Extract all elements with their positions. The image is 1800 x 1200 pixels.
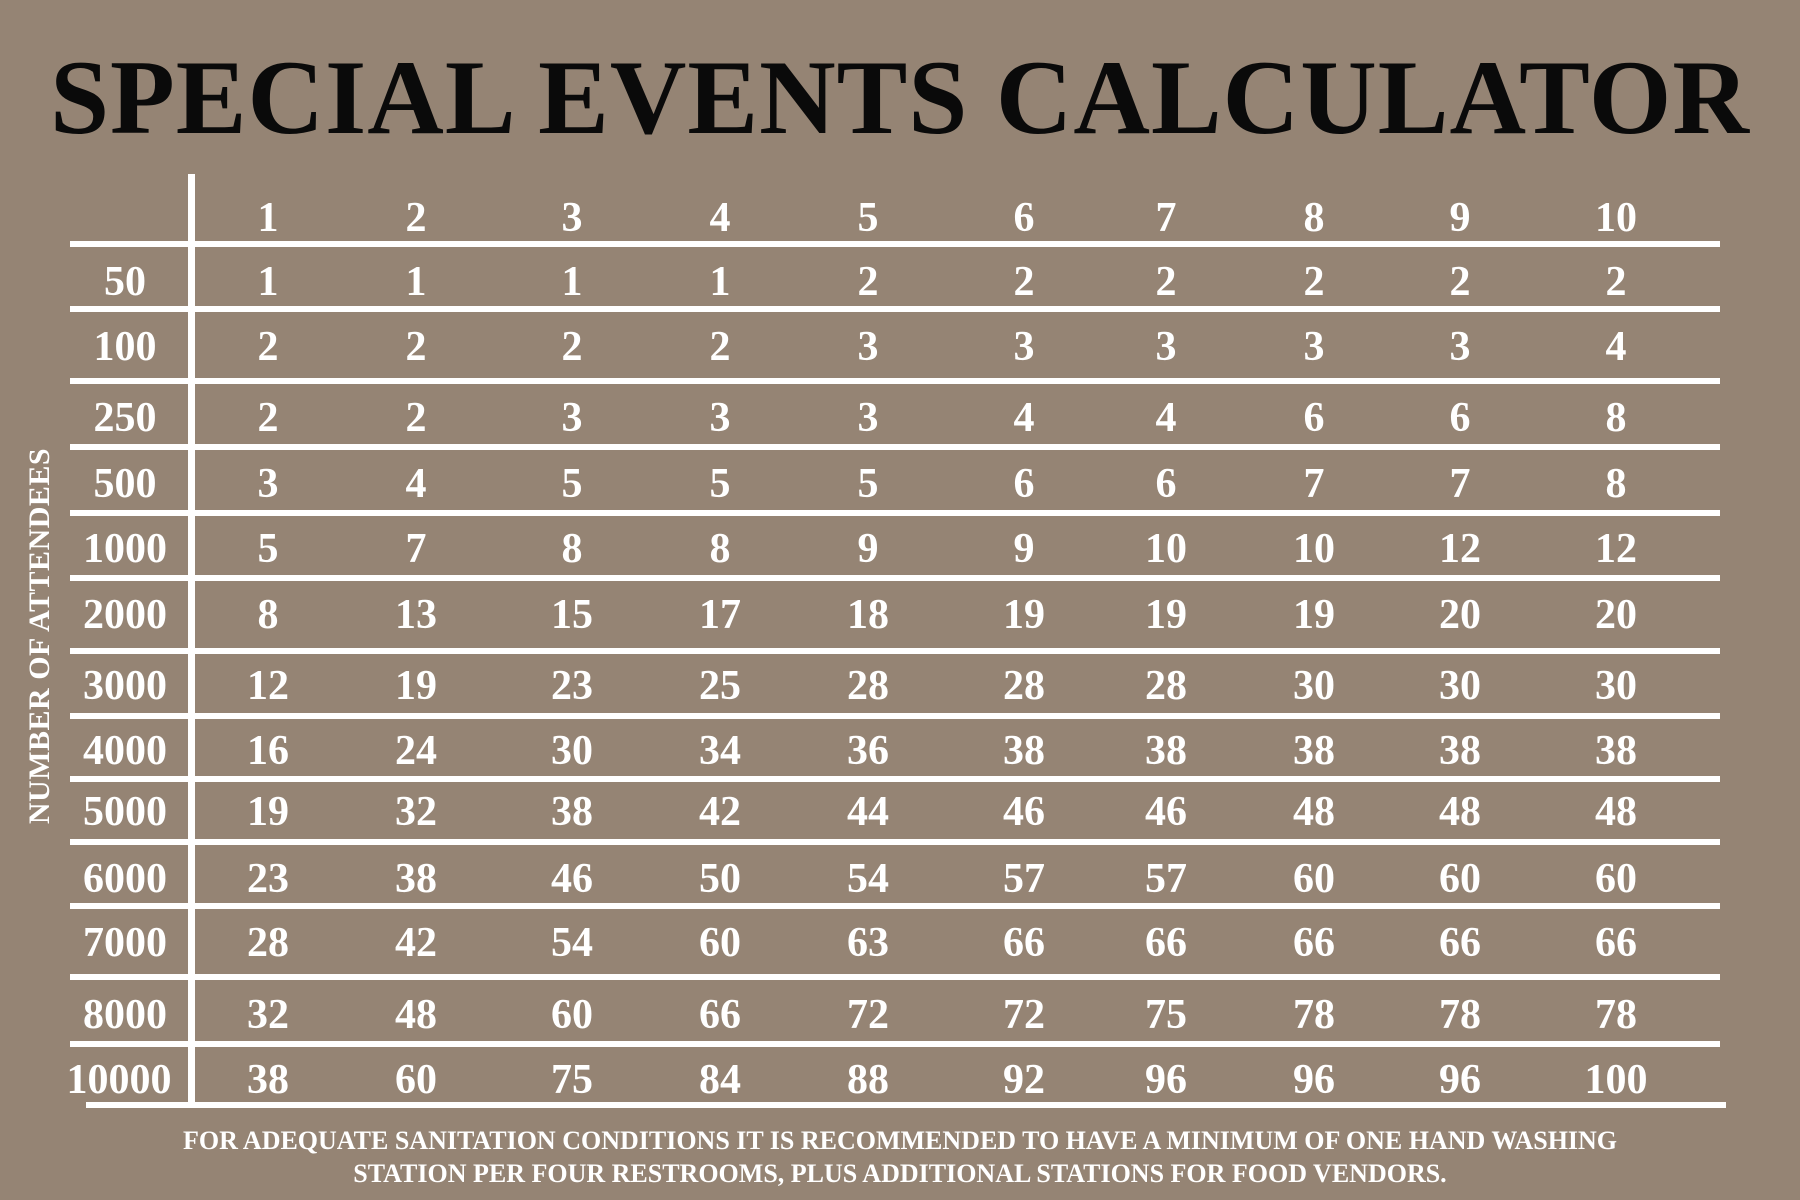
table-cell: 32 — [395, 789, 437, 835]
table-cell: 57 — [1145, 856, 1187, 902]
table-cell: 42 — [699, 789, 741, 835]
table-cell: 46 — [1003, 789, 1045, 835]
table-cell: 12 — [247, 663, 289, 709]
table-cell: 2 — [1013, 259, 1035, 305]
table-cell: 96 — [1145, 1057, 1187, 1103]
table-cell: 25 — [699, 663, 741, 709]
table-cell: 20 — [1595, 592, 1637, 638]
table-cell: 3 — [257, 461, 279, 507]
table-cell: 2 — [709, 324, 731, 370]
table-cell: 5 — [257, 526, 279, 572]
table-cell: 84 — [699, 1057, 741, 1103]
table-cell: 60 — [699, 920, 741, 966]
table-cell: 30 — [1293, 663, 1335, 709]
table-cell: 1 — [257, 259, 279, 305]
table-cell: 16 — [247, 728, 289, 774]
column-header: 4 — [709, 195, 731, 241]
table-cell: 38 — [551, 789, 593, 835]
table-cell: 72 — [847, 992, 889, 1038]
table-cell: 7 — [1449, 461, 1471, 507]
table-cell: 48 — [1439, 789, 1481, 835]
table-cell: 54 — [551, 920, 593, 966]
table-cell: 48 — [1293, 789, 1335, 835]
table-cell: 28 — [1003, 663, 1045, 709]
table-cell: 66 — [1439, 920, 1481, 966]
column-header: 1 — [257, 195, 279, 241]
table-cell: 78 — [1293, 992, 1335, 1038]
attendees-row-header: 1000 — [83, 526, 167, 572]
table-cell: 17 — [699, 592, 741, 638]
table-cell: 66 — [699, 992, 741, 1038]
table-cell: 36 — [847, 728, 889, 774]
table-cell: 38 — [247, 1057, 289, 1103]
table-cell: 8 — [1605, 461, 1627, 507]
table-cell: 23 — [551, 663, 593, 709]
table-cell: 32 — [247, 992, 289, 1038]
table-cell: 10 — [1145, 526, 1187, 572]
attendees-row-header: 8000 — [83, 992, 167, 1038]
table-cell: 9 — [1013, 526, 1035, 572]
table-cell: 6 — [1013, 461, 1035, 507]
table-cell: 2 — [405, 395, 427, 441]
table-cell: 19 — [395, 663, 437, 709]
table-cell: 2 — [257, 395, 279, 441]
table-cell: 63 — [847, 920, 889, 966]
attendees-row-header: 250 — [93, 395, 157, 441]
table-cell: 48 — [1595, 789, 1637, 835]
table-cell: 66 — [1145, 920, 1187, 966]
table-cell: 3 — [561, 395, 583, 441]
table-cell: 88 — [847, 1057, 889, 1103]
table-cell: 66 — [1003, 920, 1045, 966]
table-cell: 66 — [1293, 920, 1335, 966]
table-cell: 8 — [257, 592, 279, 638]
table-cell: 92 — [1003, 1057, 1045, 1103]
table-cell: 60 — [1293, 856, 1335, 902]
table-cell: 6 — [1449, 395, 1471, 441]
table-cell: 38 — [1293, 728, 1335, 774]
table-cell: 38 — [1003, 728, 1045, 774]
table-cell: 5 — [709, 461, 731, 507]
attendees-row-header: 2000 — [83, 592, 167, 638]
table-cell: 28 — [847, 663, 889, 709]
column-header: 8 — [1303, 195, 1325, 241]
table-cell: 48 — [395, 992, 437, 1038]
table-cell: 8 — [561, 526, 583, 572]
column-header: 6 — [1013, 195, 1035, 241]
table-cell: 2 — [1155, 259, 1177, 305]
attendees-row-header: 4000 — [83, 728, 167, 774]
table-cell: 6 — [1155, 461, 1177, 507]
table-cell: 4 — [1155, 395, 1177, 441]
table-cell: 96 — [1293, 1057, 1335, 1103]
table-cell: 1 — [709, 259, 731, 305]
table-cell: 3 — [709, 395, 731, 441]
table-cell: 2 — [405, 324, 427, 370]
table-cell: 13 — [395, 592, 437, 638]
sanitation-note-line-1: FOR ADEQUATE SANITATION CONDITIONS IT IS RECOMMENDED TO HAVE A MINIMUM OF ONE HAND WASHING — [182, 1126, 1618, 1155]
table-cell: 57 — [1003, 856, 1045, 902]
table-cell: 75 — [1145, 992, 1187, 1038]
table-cell: 30 — [1595, 663, 1637, 709]
table-cell: 38 — [1439, 728, 1481, 774]
table-cell: 78 — [1595, 992, 1637, 1038]
column-header: 2 — [405, 195, 427, 241]
table-cell: 19 — [1003, 592, 1045, 638]
table-cell: 3 — [857, 324, 879, 370]
page-title: SPECIAL EVENTS CALCULATOR — [50, 39, 1750, 156]
table-cell: 100 — [1584, 1057, 1648, 1103]
table-cell: 38 — [395, 856, 437, 902]
attendees-row-header: 6000 — [83, 856, 167, 902]
table-cell: 8 — [709, 526, 731, 572]
table-cell: 38 — [1145, 728, 1187, 774]
attendees-row-header: 100 — [93, 324, 157, 370]
table-cell: 42 — [395, 920, 437, 966]
table-cell: 20 — [1439, 592, 1481, 638]
table-cell: 2 — [857, 259, 879, 305]
table-cell: 7 — [1303, 461, 1325, 507]
table-cell: 3 — [857, 395, 879, 441]
table-cell: 72 — [1003, 992, 1045, 1038]
table-cell: 60 — [395, 1057, 437, 1103]
table-cell: 2 — [257, 324, 279, 370]
sanitation-note — [0, 1124, 1800, 1190]
table-cell: 96 — [1439, 1057, 1481, 1103]
table-cell: 2 — [1303, 259, 1325, 305]
attendees-row-header: 5000 — [83, 789, 167, 835]
column-header: 5 — [857, 195, 879, 241]
table-cell: 19 — [1293, 592, 1335, 638]
table-cell: 3 — [1155, 324, 1177, 370]
table-cell: 60 — [551, 992, 593, 1038]
table-cell: 30 — [1439, 663, 1481, 709]
table-cell: 3 — [1013, 324, 1035, 370]
table-cell: 10 — [1293, 526, 1335, 572]
attendees-row-header: 7000 — [83, 920, 167, 966]
table-cell: 75 — [551, 1057, 593, 1103]
table-cell: 60 — [1439, 856, 1481, 902]
column-header: 7 — [1155, 195, 1177, 241]
table-cell: 5 — [857, 461, 879, 507]
table-cell: 34 — [699, 728, 741, 774]
attendees-row-header: 3000 — [83, 663, 167, 709]
table-cell: 1 — [561, 259, 583, 305]
table-cell: 4 — [405, 461, 427, 507]
table-cell: 66 — [1595, 920, 1637, 966]
table-cell: 38 — [1595, 728, 1637, 774]
column-header: 3 — [561, 195, 583, 241]
column-header: 10 — [1595, 195, 1637, 241]
table-cell: 30 — [551, 728, 593, 774]
table-cell: 46 — [1145, 789, 1187, 835]
table-cell: 44 — [847, 789, 889, 835]
table-cell: 3 — [1449, 324, 1471, 370]
table-cell: 19 — [1145, 592, 1187, 638]
table-cell: 60 — [1595, 856, 1637, 902]
table-cell: 46 — [551, 856, 593, 902]
table-cell: 12 — [1595, 526, 1637, 572]
attendees-row-header: 500 — [93, 461, 157, 507]
attendees-row-header: 10000 — [66, 1057, 172, 1103]
table-cell: 12 — [1439, 526, 1481, 572]
attendees-axis-label: NUMBER OF ATTENDEES — [23, 447, 56, 825]
table-cell: 19 — [247, 789, 289, 835]
table-cell: 4 — [1013, 395, 1035, 441]
table-cell: 54 — [847, 856, 889, 902]
table-cell: 9 — [857, 526, 879, 572]
table-cell: 1 — [405, 259, 427, 305]
table-cell: 23 — [247, 856, 289, 902]
table-cell: 78 — [1439, 992, 1481, 1038]
column-header: 9 — [1449, 195, 1471, 241]
table-cell: 28 — [1145, 663, 1187, 709]
table-cell: 7 — [405, 526, 427, 572]
table-cell: 15 — [551, 592, 593, 638]
table-cell: 2 — [1605, 259, 1627, 305]
table-cell: 8 — [1605, 395, 1627, 441]
table-cell: 28 — [247, 920, 289, 966]
table-cell: 4 — [1605, 324, 1627, 370]
table-cell: 24 — [395, 728, 437, 774]
table-cell: 3 — [1303, 324, 1325, 370]
sanitation-note-line-2: STATION PER FOUR RESTROOMS, PLUS ADDITIONAL STATIONS FOR FOOD VENDORS. — [353, 1159, 1447, 1188]
table-cell: 6 — [1303, 395, 1325, 441]
table-cell: 5 — [561, 461, 583, 507]
table-cell: 18 — [847, 592, 889, 638]
table-cell: 2 — [1449, 259, 1471, 305]
table-cell: 50 — [699, 856, 741, 902]
table-cell: 2 — [561, 324, 583, 370]
attendees-row-header: 50 — [104, 259, 146, 305]
